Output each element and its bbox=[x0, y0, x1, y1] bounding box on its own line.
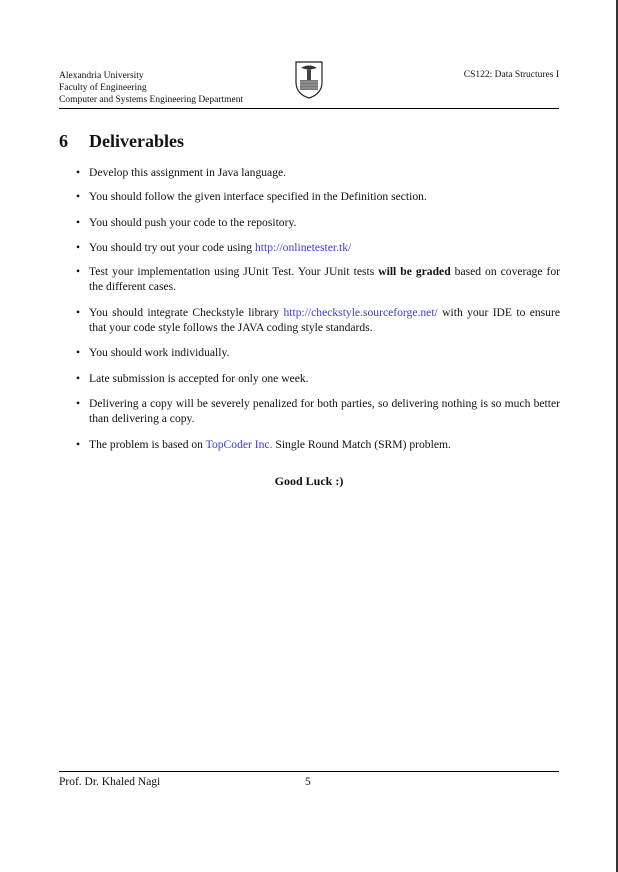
section-title: Deliverables bbox=[89, 131, 184, 151]
item-text: You should work individually. bbox=[89, 346, 230, 359]
item-text: You should try out your code using bbox=[89, 241, 255, 254]
bullet-icon: • bbox=[76, 216, 81, 229]
list-item-text bbox=[89, 345, 560, 360]
list-item bbox=[76, 215, 560, 230]
header-university: Alexandria University bbox=[59, 71, 144, 81]
bullet-icon: • bbox=[76, 265, 81, 278]
item-text: Test your implementation using JUnit Test. Your JUnit tests bbox=[89, 265, 379, 278]
header-course: CS122: Data Structures I bbox=[463, 70, 559, 80]
page-number: 5 bbox=[305, 776, 311, 788]
item-link[interactable]: TopCoder Inc. bbox=[205, 438, 273, 451]
item-text: You should push your code to the repository. bbox=[89, 216, 297, 229]
bullet-icon: • bbox=[76, 397, 81, 410]
list-item-text bbox=[89, 189, 560, 204]
list-item bbox=[76, 305, 560, 335]
list-item bbox=[76, 189, 560, 204]
item-text: You should follow the given interface specified in the Definition section. bbox=[89, 190, 427, 203]
list-item-text bbox=[89, 215, 560, 230]
list-item bbox=[76, 240, 560, 255]
list-item bbox=[76, 165, 560, 180]
university-logo bbox=[292, 60, 326, 100]
list-item-text bbox=[89, 305, 560, 335]
list-item-text bbox=[89, 371, 560, 386]
footer-rule bbox=[59, 771, 559, 772]
item-text: Single Round Match (SRM) problem. bbox=[272, 438, 451, 451]
list-item bbox=[76, 437, 560, 452]
list-item-text bbox=[89, 437, 560, 452]
item-text: You should integrate Checkstyle library bbox=[89, 306, 284, 319]
item-link[interactable]: http://onlinetester.tk/ bbox=[254, 241, 352, 254]
bullet-icon: • bbox=[76, 306, 81, 319]
list-item bbox=[76, 264, 560, 294]
list-item-text bbox=[89, 240, 560, 255]
item-bold-text: will be graded bbox=[378, 265, 451, 278]
item-text: based on coverage for the different cases. bbox=[89, 265, 560, 293]
list-item-text bbox=[89, 165, 560, 180]
item-text: Develop this assignment in Java language. bbox=[89, 166, 287, 179]
closing-text: Good Luck :) bbox=[274, 474, 344, 488]
bullet-icon: • bbox=[76, 438, 81, 451]
section-heading bbox=[59, 131, 184, 152]
item-link[interactable]: http://checkstyle.sourceforge.net/ bbox=[283, 306, 438, 319]
header-department: Computer and Systems Engineering Department bbox=[59, 95, 244, 105]
item-text: Late submission is accepted for only one week. bbox=[89, 372, 309, 385]
list-item-text bbox=[89, 264, 560, 294]
list-item-text bbox=[89, 396, 560, 426]
item-text: The problem is based on bbox=[89, 438, 206, 451]
list-item bbox=[76, 345, 560, 360]
footer-author: Prof. Dr. Khaled Nagi bbox=[59, 776, 161, 788]
bullet-icon: • bbox=[76, 241, 81, 254]
bullet-icon: • bbox=[76, 190, 81, 203]
header-faculty: Faculty of Engineering bbox=[59, 83, 147, 93]
bullet-icon: • bbox=[76, 346, 81, 359]
item-text: with your IDE to ensure that your code style follows the JAVA coding style standards. bbox=[89, 306, 560, 334]
header-institution bbox=[59, 70, 243, 106]
item-text: Delivering a copy will be severely penalized for both parties, so delivering nothing is so much better than delivering a copy. bbox=[89, 397, 560, 425]
section-number: 6 bbox=[59, 131, 68, 151]
list-item bbox=[76, 371, 560, 386]
bullet-icon: • bbox=[76, 372, 81, 385]
header-rule bbox=[59, 108, 559, 109]
bullet-icon: • bbox=[76, 166, 81, 179]
list-item bbox=[76, 396, 560, 426]
